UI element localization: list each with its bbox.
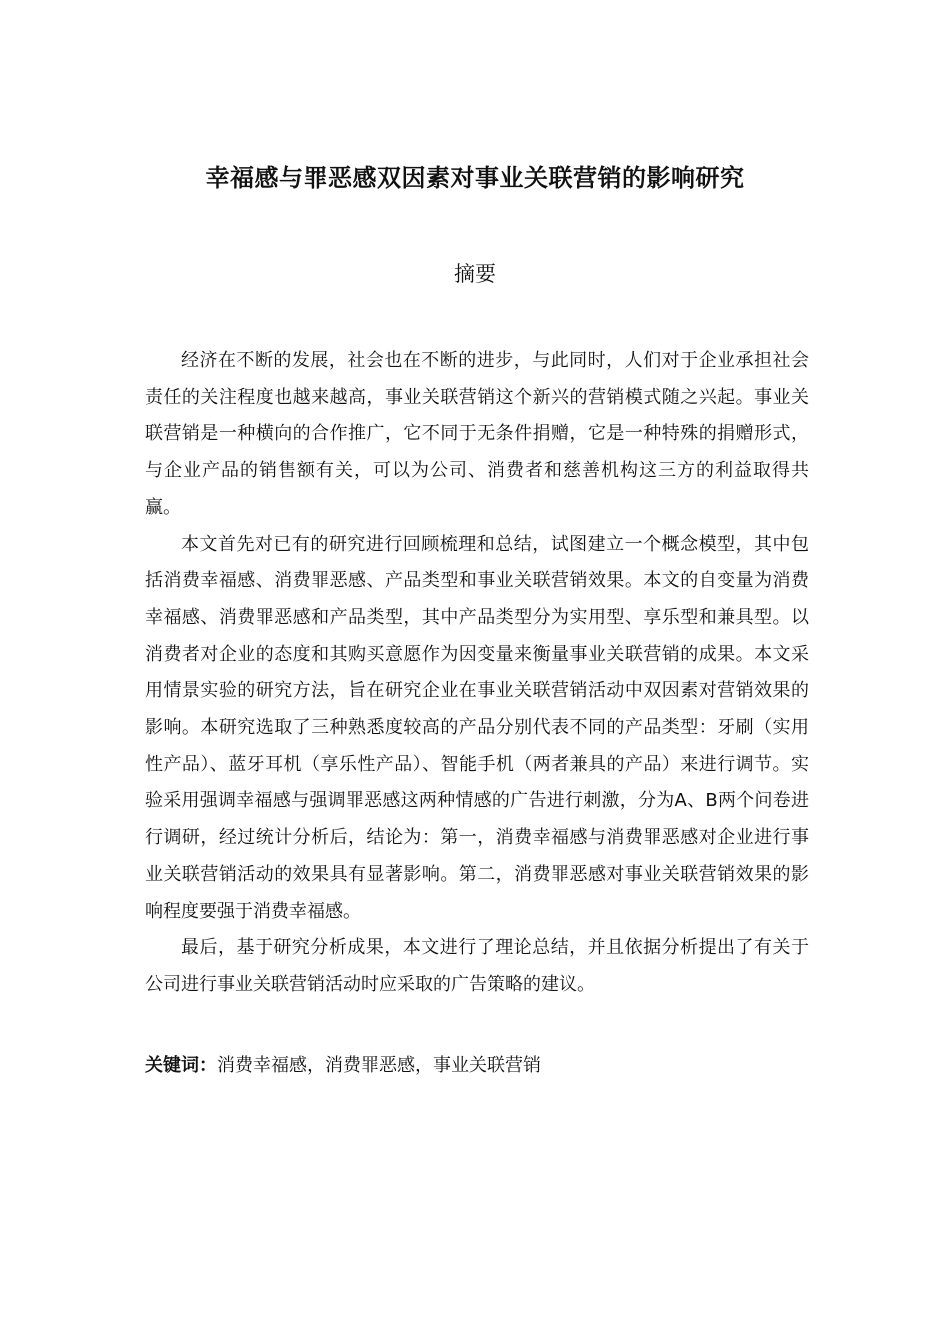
abstract-paragraph-1: 经济在不断的发展，社会也在不断的进步，与此同时，人们对于企业承担社会责任的关注程度也越来越高，事业关联营销这个新兴的营销模式随之兴起。事业关联营销是一种横向的合作推广，它不同于无条件捐赠，它是一种特殊的捐赠形式，与企业产品的销售额有关，可以为公司、消费者和慈善机构这三方的利益取得共赢。 xyxy=(145,350,809,518)
abstract-body xyxy=(145,343,809,1004)
keywords-label: 关键词： xyxy=(145,1055,217,1076)
document-title: 幸福感与罪恶感双因素对事业关联营销的影响研究 xyxy=(205,164,745,192)
abstract-paragraph-2: 本文首先对已有的研究进行回顾梳理和总结，试图建立一个概念模型，其中包括消费幸福感、消费罪恶感、产品类型和事业关联营销效果。本文的自变量为消费幸福感、消费罪恶感和产品类型，其中产品类型分为实用型、享乐型和兼具型。以消费者对企业的态度和其购买意愿作为因变量来衡量事业关联营销的成果。本文采用情景实验的研究方法，旨在研究企业在事业关联营销活动中双因素对营销效果的影响。本研究选取了三种熟悉度较高的产品分别代表不同的产品类型：牙刷（实用性产品）、蓝牙耳机（享乐性产品）、智能手机（两者兼具的产品）来进行调节。实验采用强调幸福感与强调罪恶感这两种情感的广告进行刺激，分为A、B两个问卷进行调研，经过统计分析后，结论为：第一，消费幸福感与消费罪恶感对企业进行事业关联营销活动的效果具有显著影响。第二，消费罪恶感对事业关联营销效果的影响程度要强于消费幸福感。 xyxy=(145,533,809,922)
abstract-heading: 摘要 xyxy=(454,262,496,286)
abstract-paragraph-3: 最后，基于研究分析成果，本文进行了理论总结，并且依据分析提出了有关于公司进行事业关联营销活动时应采取的广告策略的建议。 xyxy=(145,937,809,995)
keywords-value: 消费幸福感，消费罪恶感，事业关联营销 xyxy=(217,1055,541,1076)
keywords-line xyxy=(145,1050,809,1082)
